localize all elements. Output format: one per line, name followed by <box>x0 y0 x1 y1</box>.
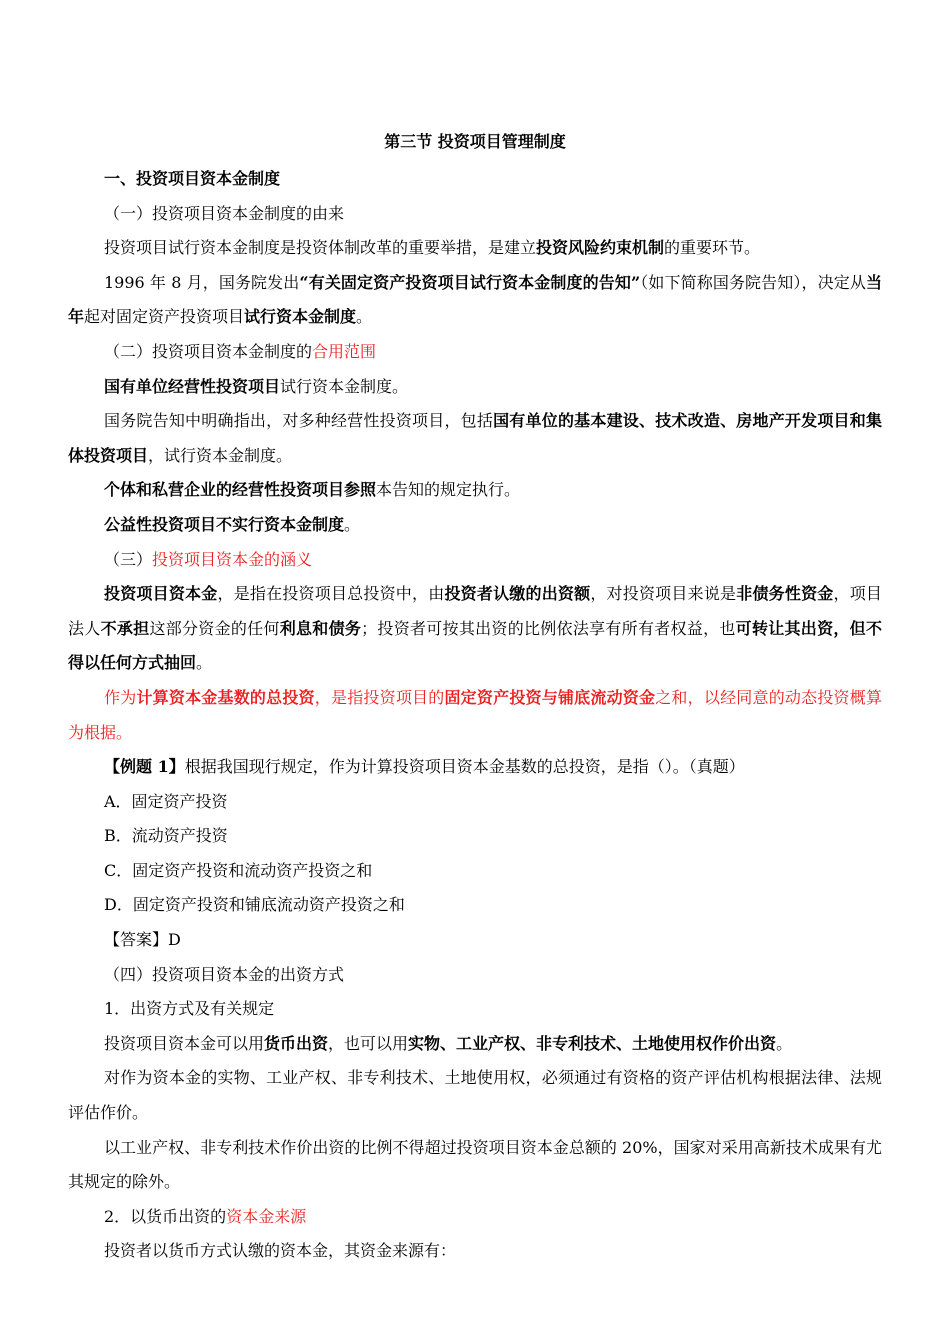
example-option-a: A．固定资产投资 <box>104 791 228 811</box>
text-run: 的重要环节。 <box>664 238 761 258</box>
text-run: 起对固定资产投资项目 <box>84 307 245 327</box>
text-run: ，也可以用 <box>328 1033 409 1053</box>
paragraph-contribution-4: 投资者以货币方式认缴的资本金，其资金来源有： <box>104 1241 457 1261</box>
bold-text-run: 不承担 <box>100 618 150 638</box>
bold-text-run: 国有单位经营性投资项目 <box>104 376 281 396</box>
bold-text-run: “有关固定资产投资项目试行资本金制度的告知” <box>299 272 641 292</box>
example-option-b: B．流动资产投资 <box>104 826 228 846</box>
text-run: 。 <box>356 307 373 327</box>
text-run: 本告知的规定执行。 <box>376 480 521 500</box>
text-run: ，项目法人 <box>68 584 882 638</box>
text-run: （如下简称国务院告知），决定从 <box>640 272 866 292</box>
text-run: 国务院告知中明确指出，对多种经营性投资项目，包括 <box>104 411 494 431</box>
paragraph-contribution-3: 以工业产权、非专利技术作价出资的比例不得超过投资项目资本金总额的 20%，国家对采用高新技术成果有尤其规定的除外。 <box>68 1137 882 1192</box>
example-question <box>68 750 882 785</box>
paragraph-contribution-1 <box>68 1027 882 1062</box>
example-option-d: D．固定资产投资和铺底流动资产投资之和 <box>104 895 405 915</box>
paragraph-contribution-2: 对作为资本金的实物、工业产权、非专利技术、土地使用权，必须通过有资格的资产评估机构根据法律、法规评估作价。 <box>68 1068 882 1123</box>
bold-text-run: 货币出资 <box>264 1033 329 1053</box>
text-run: ，是指在投资项目总投资中，由 <box>217 584 445 604</box>
heading-level-1: 一、投资项目资本金制度 <box>104 169 281 188</box>
text-run: ；投资者可按其出资的比例依法享有所有者权益，也 <box>361 618 736 638</box>
example-question-text: 根据我国现行规定，作为计算投资项目资本金基数的总投资，是指（）。（真题） <box>184 757 745 777</box>
bold-text-run: 可转让其出资，但不得以任何方式抽回 <box>68 618 882 673</box>
example-answer: 【答案】D <box>104 930 181 950</box>
text-run: 这部分资金的任何 <box>149 618 280 638</box>
text-run: 投资项目试行资本金制度是投资体制改革的重要举措，是建立 <box>104 238 537 258</box>
red-text-run: 合用范围 <box>312 341 377 361</box>
example-option-c: C．固定资产投资和流动资产投资之和 <box>104 860 373 880</box>
subheading-contribution-1: 1．出资方式及有关规定 <box>104 999 275 1019</box>
paragraph-scope-1 <box>68 370 882 405</box>
bold-text-run: 公益性投资项目不实行资本金制度 <box>104 514 345 534</box>
bold-text-run: 个体和私营企业的经营性投资项目参照 <box>104 480 377 500</box>
text-run: ，对投资项目来说是 <box>590 584 737 604</box>
bold-text-run: 试行资本金制度 <box>244 307 357 327</box>
paragraph-meaning-1 <box>68 577 882 681</box>
text-run: 。 <box>344 514 361 534</box>
text-run: 。 <box>776 1033 793 1053</box>
bold-text-run: 投资项目资本金 <box>104 584 218 604</box>
subheading-origin: （一）投资项目资本金制度的由来 <box>104 203 345 223</box>
example-label: 【例题 1】 <box>104 757 185 777</box>
text-run: 。 <box>196 653 213 673</box>
red-text-run: 资本金来源 <box>226 1206 307 1226</box>
paragraph-scope-3 <box>68 473 882 508</box>
text-run: 1996 年 8 月，国务院发出 <box>104 272 300 292</box>
subheading-meaning <box>68 543 882 578</box>
text-run: （二）投资项目资本金制度的 <box>104 341 313 361</box>
section-title: 第三节 投资项目管理制度 <box>384 132 566 151</box>
subheading-contribution-2 <box>68 1200 882 1235</box>
bold-text-run: 利息和债务 <box>279 618 362 638</box>
subheading-scope <box>68 335 882 370</box>
red-text-run: 作为 <box>104 687 137 707</box>
bold-text-run: 投资者认缴的出资额 <box>444 584 591 604</box>
paragraph-scope-4 <box>68 508 882 543</box>
red-text-run: 投资项目资本金的涵义 <box>152 549 313 569</box>
bold-text-run: 投资风险约束机制 <box>536 238 665 258</box>
document-body <box>68 162 882 1269</box>
red-text-run: ，是指投资项目的 <box>314 687 445 707</box>
text-run: 2．以货币出资的 <box>104 1206 227 1226</box>
text-run: 试行资本金制度。 <box>280 376 409 396</box>
bold-text-run: 非债务性资金 <box>736 584 834 604</box>
bold-text-run: 当年 <box>68 272 882 327</box>
text-run: 投资项目资本金可以用 <box>104 1033 265 1053</box>
text-run: ，试行资本金制度。 <box>148 445 293 465</box>
paragraph-origin-1 <box>68 231 882 266</box>
subheading-contribution: （四）投资项目资本金的出资方式 <box>104 964 345 984</box>
bold-text-run: 实物、工业产权、非专利技术、土地使用权作价出资 <box>408 1033 777 1053</box>
red-text-run: 之和，以经同意的动态投资概算为根据。 <box>68 687 882 742</box>
bold-text-run: 国有单位的基本建设、技术改造、房地产开发项目和集体投资项目 <box>68 411 882 465</box>
paragraph-meaning-2 <box>68 681 882 750</box>
text-run: （三） <box>104 549 153 569</box>
paragraph-origin-2 <box>68 266 882 335</box>
bold-red-text-run: 计算资本金基数的总投资 <box>136 687 315 707</box>
paragraph-scope-2 <box>68 404 882 473</box>
bold-red-text-run: 固定资产投资与铺底流动资金 <box>444 687 656 707</box>
